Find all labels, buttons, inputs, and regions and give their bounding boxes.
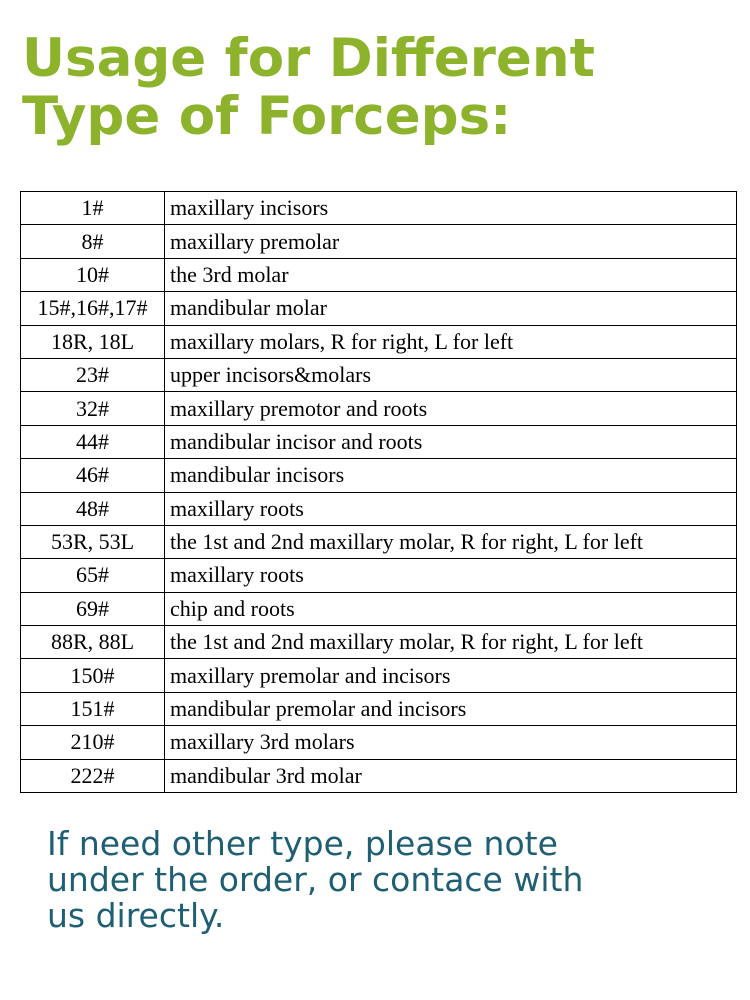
table-row bbox=[21, 425, 737, 458]
table-row bbox=[21, 192, 737, 225]
forceps-type-cell: 150# bbox=[21, 659, 165, 692]
table-row bbox=[21, 692, 737, 725]
forceps-usage-cell: the 1st and 2nd maxillary molar, R for right, L for left bbox=[165, 626, 737, 659]
forceps-type-cell: 65# bbox=[21, 559, 165, 592]
forceps-type-cell: 10# bbox=[21, 258, 165, 291]
forceps-type-cell: 222# bbox=[21, 759, 165, 792]
forceps-usage-cell: maxillary roots bbox=[165, 559, 737, 592]
table-row bbox=[21, 358, 737, 391]
forceps-type-cell: 15#,16#,17# bbox=[21, 292, 165, 325]
forceps-type-cell: 46# bbox=[21, 459, 165, 492]
forceps-type-cell: 18R, 18L bbox=[21, 325, 165, 358]
order-note-line-2: under the order, or contace with bbox=[47, 860, 584, 899]
forceps-type-cell: 151# bbox=[21, 692, 165, 725]
table-row bbox=[21, 759, 737, 792]
table-row bbox=[21, 225, 737, 258]
forceps-usage-cell: mandibular 3rd molar bbox=[165, 759, 737, 792]
forceps-type-cell: 48# bbox=[21, 492, 165, 525]
forceps-usage-cell: mandibular incisor and roots bbox=[165, 425, 737, 458]
table-row bbox=[21, 525, 737, 558]
table-row bbox=[21, 392, 737, 425]
forceps-type-cell: 1# bbox=[21, 192, 165, 225]
table-row bbox=[21, 492, 737, 525]
forceps-type-cell: 8# bbox=[21, 225, 165, 258]
forceps-usage-cell: maxillary premolar bbox=[165, 225, 737, 258]
table-row bbox=[21, 459, 737, 492]
order-note bbox=[47, 826, 583, 934]
forceps-usage-cell: mandibular premolar and incisors bbox=[165, 692, 737, 725]
forceps-type-cell: 210# bbox=[21, 726, 165, 759]
page-title-line-2: Type of Forceps: bbox=[22, 86, 512, 147]
forceps-usage-cell: maxillary premotor and roots bbox=[165, 392, 737, 425]
forceps-type-cell: 23# bbox=[21, 358, 165, 391]
forceps-type-cell: 88R, 88L bbox=[21, 626, 165, 659]
forceps-usage-cell: upper incisors&molars bbox=[165, 358, 737, 391]
forceps-type-cell: 53R, 53L bbox=[21, 525, 165, 558]
table-row bbox=[21, 325, 737, 358]
forceps-type-cell: 69# bbox=[21, 592, 165, 625]
forceps-usage-cell: maxillary premolar and incisors bbox=[165, 659, 737, 692]
table-row bbox=[21, 626, 737, 659]
forceps-usage-cell: chip and roots bbox=[165, 592, 737, 625]
forceps-usage-cell: maxillary incisors bbox=[165, 192, 737, 225]
forceps-type-cell: 32# bbox=[21, 392, 165, 425]
forceps-usage-cell: maxillary molars, R for right, L for left bbox=[165, 325, 737, 358]
forceps-usage-table bbox=[20, 191, 737, 793]
order-note-line-3: us directly. bbox=[47, 896, 225, 935]
page-title-line-1: Usage for Different bbox=[22, 28, 595, 89]
order-note-line-1: If need other type, please note bbox=[47, 824, 558, 863]
forceps-usage-cell: maxillary 3rd molars bbox=[165, 726, 737, 759]
forceps-type-cell: 44# bbox=[21, 425, 165, 458]
table-row bbox=[21, 659, 737, 692]
table-row bbox=[21, 559, 737, 592]
forceps-usage-cell: mandibular incisors bbox=[165, 459, 737, 492]
table-row bbox=[21, 726, 737, 759]
table-row bbox=[21, 592, 737, 625]
page-title bbox=[22, 30, 595, 146]
forceps-usage-cell: the 3rd molar bbox=[165, 258, 737, 291]
forceps-usage-cell: the 1st and 2nd maxillary molar, R for right, L for left bbox=[165, 525, 737, 558]
forceps-usage-cell: maxillary roots bbox=[165, 492, 737, 525]
table-row bbox=[21, 292, 737, 325]
table-row bbox=[21, 258, 737, 291]
forceps-usage-cell: mandibular molar bbox=[165, 292, 737, 325]
table-body bbox=[21, 192, 737, 793]
